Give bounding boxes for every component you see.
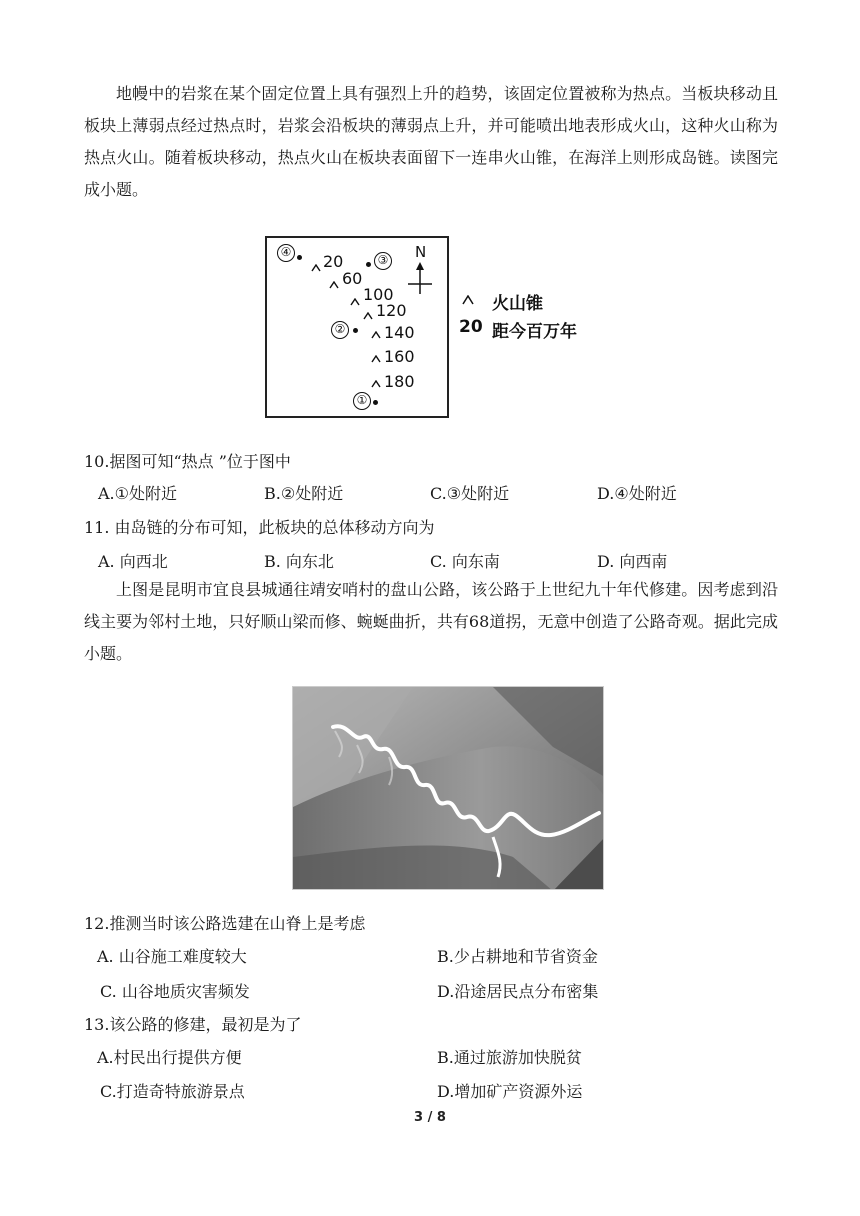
volcano-cone-icon [311, 264, 321, 272]
point-2-label: ② [331, 321, 349, 339]
legend-age-text: 距今百万年 [492, 322, 577, 342]
question-13-stem: 13.该公路的修建，最初是为了 [84, 1015, 302, 1034]
legend-age-number: 20 [459, 317, 483, 337]
intro-paragraph-road: 上图是昆明市宜良县城通往靖安哨村的盘山公路，该公路于上世纪九十年代修建。因考虑到沿线主要为邻村土地，只好顺山梁而修、蜿蜒曲折，共有68道拐，无意中创造了公路奇观。据此完成小题。 [84, 580, 778, 663]
age-label-60: 60 [342, 269, 363, 288]
age-label-140: 140 [384, 323, 415, 342]
north-arrow-icon [405, 260, 435, 296]
point-3-label: ③ [374, 252, 392, 270]
age-label-180: 180 [384, 372, 415, 391]
age-label-120: 120 [376, 301, 407, 320]
road-photo-illustration [293, 687, 604, 890]
point-4-label: ④ [277, 244, 295, 262]
volcano-cone-icon [329, 281, 339, 289]
question-12-option-b[interactable]: B.少占耕地和节省资金 [437, 947, 598, 966]
question-11-option-a[interactable]: A. 向西北 [98, 552, 168, 571]
winding-road-photo [292, 686, 604, 890]
legend-cone-text: 火山锥 [492, 294, 543, 314]
north-label: N [415, 243, 427, 261]
age-label-20: 20 [323, 252, 344, 271]
point-2-dot [353, 328, 358, 333]
volcano-cone-icon [350, 298, 360, 306]
question-10-option-d[interactable]: D.④处附近 [597, 484, 677, 503]
question-12-option-a[interactable]: A. 山谷施工难度较大 [97, 947, 247, 966]
question-12-stem: 12.推测当时该公路选建在山脊上是考虑 [84, 914, 366, 933]
question-13-option-a[interactable]: A.村民出行提供方便 [97, 1048, 242, 1067]
question-11-option-d[interactable]: D. 向西南 [597, 552, 668, 571]
question-10-option-a[interactable]: A.①处附近 [98, 484, 177, 503]
question-12-option-d[interactable]: D.沿途居民点分布密集 [437, 982, 599, 1001]
question-11-option-c[interactable]: C. 向东南 [430, 552, 500, 571]
volcano-cone-icon [371, 380, 381, 388]
question-11-stem: 11. 由岛链的分布可知，此板块的总体移动方向为 [84, 518, 435, 537]
point-3-dot [366, 262, 371, 267]
question-11-option-b[interactable]: B. 向东北 [264, 552, 334, 571]
point-1-dot [373, 400, 378, 405]
point-1-label: ① [353, 392, 371, 410]
question-13-option-c[interactable]: C.打造奇特旅游景点 [100, 1082, 245, 1101]
question-13-option-d[interactable]: D.增加矿产资源外运 [437, 1082, 583, 1101]
question-10-option-c[interactable]: C.③处附近 [430, 484, 510, 503]
hotspot-map [265, 236, 449, 418]
volcano-cone-icon [363, 312, 373, 320]
question-10-option-b[interactable]: B.②处附近 [264, 484, 344, 503]
question-12-option-c[interactable]: C. 山谷地质灾害频发 [100, 982, 250, 1001]
volcano-cone-icon [371, 355, 381, 363]
question-13-option-b[interactable]: B.通过旅游加快脱贫 [437, 1048, 582, 1067]
volcano-cone-icon [371, 331, 381, 339]
point-4-dot [297, 255, 302, 260]
legend-cone-icon [462, 295, 474, 305]
age-label-160: 160 [384, 347, 415, 366]
intro-paragraph-hotspot: 地幔中的岩浆在某个固定位置上具有强烈上升的趋势，该固定位置被称为热点。当板块移动且板块上薄弱点经过热点时，岩浆会沿板块的薄弱点上升，并可能喷出地表形成火山，这种火山称为热点火山。随着板块移动，热点火山在板块表面留下一连串火山锥，在海洋上则形成岛链。读图完成小题。 [84, 84, 778, 199]
question-10-stem: 10.据图可知“热点 ”位于图中 [84, 452, 291, 471]
page-number: 3 / 8 [414, 1110, 446, 1125]
age-label-100: 100 [363, 285, 394, 304]
